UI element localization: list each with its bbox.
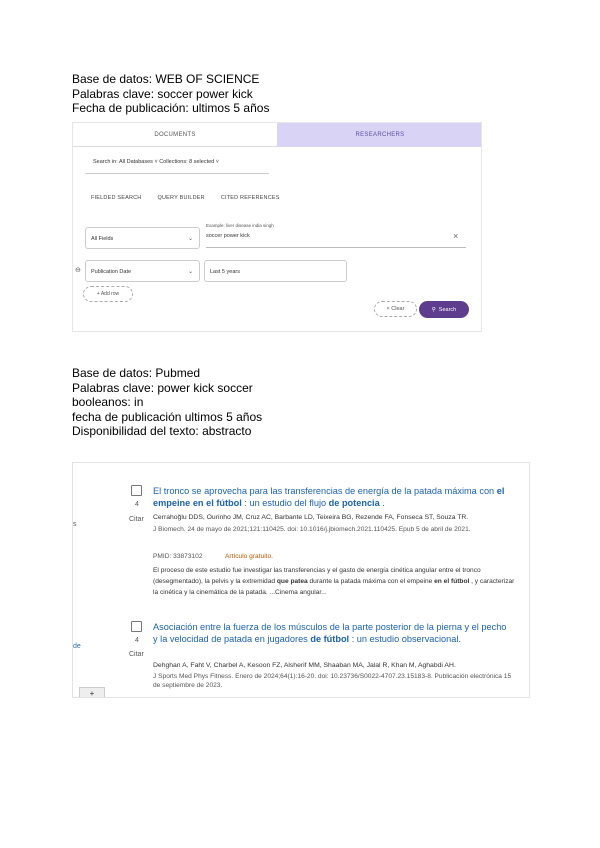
pubmed-keywords-line: Palabras clave: power kick soccer (72, 380, 253, 395)
wos-screenshot (72, 122, 482, 332)
chevron-down-icon: ⌄ (187, 236, 193, 242)
remove-row-icon[interactable]: ⊖ (75, 267, 81, 274)
result-checkbox[interactable] (131, 621, 142, 632)
tab-query-builder[interactable]: QUERY BUILDER (157, 195, 205, 201)
search-in-selector[interactable]: Search in: All Databases ˅ Collections: 8 selected ˅ (93, 159, 219, 165)
date-range-input[interactable]: Last 5 years (204, 260, 347, 282)
pubmed-date-line: fecha de publicación ultimos 5 años (72, 409, 263, 424)
result-pmid: PMID: 33873102 (153, 553, 203, 560)
result-authors: Cerrahoğlu DDS, Ourinho JM, Cruz AC, Barbante LD, Teixeira BG, Rezende FA, Fonseca ST, Souza TR. (153, 514, 469, 521)
result-title[interactable]: El tronco se aprovecha para las transferencias de energía de la patada máxima con el empeine en el fútbol : un estudio del flujo de potencia . (153, 486, 505, 508)
search-mode-tabs (91, 195, 280, 201)
chevron-down-icon: ⌄ (187, 269, 193, 275)
wos-description (72, 72, 269, 116)
sidebar-link[interactable]: de (73, 643, 81, 650)
result-title[interactable]: Asociación entre la fuerza de los músculos de la parte posterior de la pierna y el pecho y la velocidad de patada en jugadores de fútbol : un estudio observacional. (153, 622, 507, 644)
wos-tabs (73, 123, 482, 147)
search-button-label: Search (438, 306, 457, 313)
tab-fielded-search[interactable]: FIELDED SEARCH (91, 195, 142, 201)
query-underline (206, 247, 466, 248)
wos-date-line: Fecha de publicación: ultimos 5 años (72, 101, 270, 115)
add-row-button[interactable]: + Add row (83, 286, 133, 302)
clear-button[interactable]: × Clear (374, 301, 417, 317)
cite-button[interactable]: Citar (129, 516, 144, 523)
search-button[interactable] (419, 301, 469, 318)
result-authors: Dehghan A, Faht V, Charbel A, Kesoon FZ, Alsherif MM, Shaaban MA, Jalal R, Khan M, Aghabdi AH. (153, 662, 456, 669)
pubmed-boolean-line: booleanos: in (72, 395, 144, 409)
wos-database-line: Base de datos: WEB OF SCIENCE (72, 72, 260, 86)
tab-cited-references[interactable]: CITED REFERENCES (220, 195, 280, 201)
result-journal: J Sports Med Phys Fitness. Enero de 2024;64(1):16-20. doi: 10.23736/S0022-4707.23.15183-8. Publicación electrónica 15 de septiembre de 2023. (153, 673, 512, 689)
clear-query-icon[interactable]: × (453, 231, 459, 241)
query-input[interactable]: soccer power kick (206, 233, 250, 239)
pubmed-availability-line: Disponibilidad del texto: abstracto (72, 424, 252, 438)
tab-documents[interactable]: DOCUMENTS (73, 123, 277, 147)
result-journal: J Biomech. 24 de mayo de 2021;121:110425. doi: 10.1016/j.jbiomech.2021.110425. Epub 5 de abril de 2021. (153, 526, 471, 533)
result-number: 4 (135, 501, 139, 508)
expand-button[interactable]: + (79, 687, 105, 698)
date-field-select-value: Publication Date (91, 269, 132, 275)
cite-button[interactable]: Citar (129, 651, 144, 658)
sidebar-fragment: s (73, 521, 77, 528)
search-icon: ⚲ (431, 306, 436, 313)
result-number: 4 (135, 637, 139, 644)
tab-researchers[interactable]: RESEARCHERS (277, 123, 482, 147)
query-label: Example: liver disease india singh (206, 223, 274, 228)
pubmed-database-line: Base de datos: Pubmed (72, 366, 201, 380)
result-checkbox[interactable] (131, 485, 142, 496)
divider (85, 173, 269, 174)
wos-keywords-line: Palabras clave: soccer power kick (72, 86, 253, 101)
field-select-value: All Fields (91, 236, 114, 242)
pubmed-description (72, 366, 262, 439)
free-article-badge: Artículo gratuito. (225, 553, 274, 560)
date-field-select[interactable] (85, 260, 200, 282)
field-select[interactable] (85, 227, 200, 249)
result-snippet: El proceso de este estudio fue investigar las transferencias y el gasto de energía cinética angular entre el tronco (desegmentado), la pelvis y la extremidad que patea durante la patada máxima con el empeine en el fútbol , y caracterizar la cinética y la cinemática de la patada. ...Cinema angular... (153, 567, 515, 596)
pubmed-screenshot (72, 462, 530, 698)
